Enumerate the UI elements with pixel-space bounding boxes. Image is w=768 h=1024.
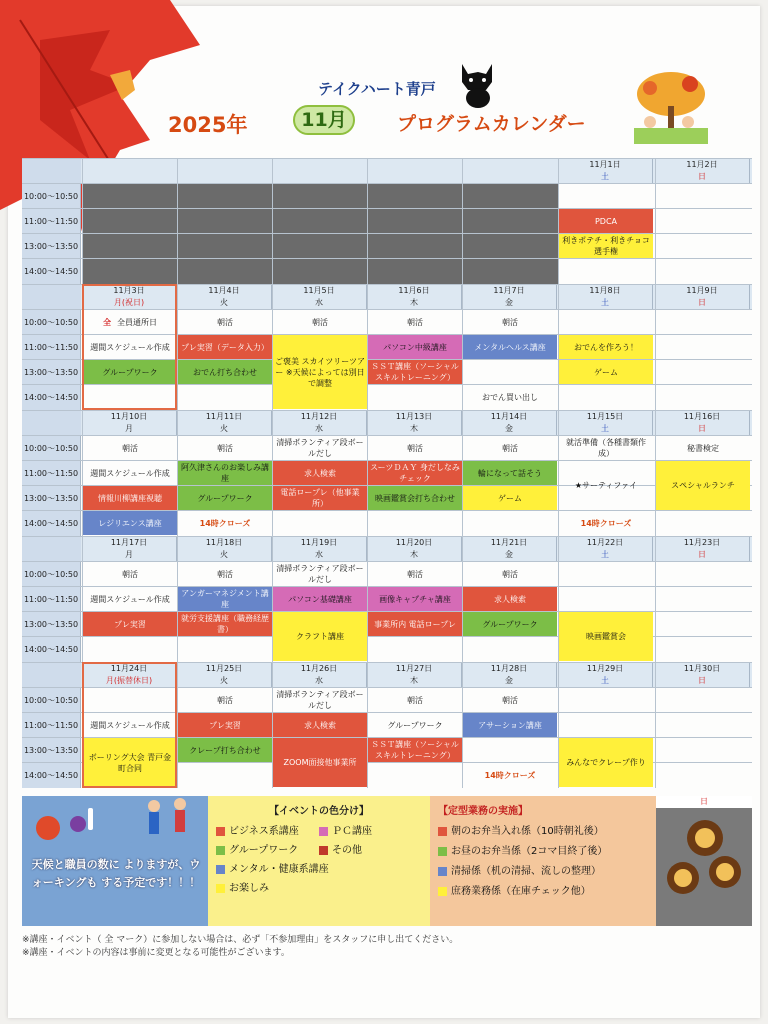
event-label: ボーリング大会 青戸金町合同 <box>88 752 172 773</box>
event-cell <box>463 713 557 737</box>
date-cell: 11月23日 <box>655 537 750 549</box>
event-cell <box>368 436 462 460</box>
event-label: おでん買い出し <box>482 392 538 402</box>
event-label: 輪になって話そう <box>478 468 542 478</box>
event-label: グループワーク <box>197 493 253 503</box>
weekday-cell: 土 <box>558 423 653 435</box>
date-cell: 11月4日 <box>177 285 272 297</box>
routine-title: 【定型業務の実施】 <box>438 806 528 817</box>
weekday-cell: 火 <box>177 297 272 309</box>
date-cell: 11月1日 <box>558 159 653 171</box>
event-cell <box>463 612 557 636</box>
footnotes <box>22 934 458 960</box>
event-cell <box>463 461 557 485</box>
weekday-cell: 日 <box>655 297 750 309</box>
event-cell <box>83 511 177 535</box>
date-cell: 11月25日 <box>177 663 272 675</box>
event-cell <box>368 612 462 636</box>
event-cell <box>368 587 462 611</box>
weekday-cell: 日 <box>655 675 750 687</box>
legend-item <box>216 880 319 897</box>
event-label: ＳＳＴ講座（ソーシャルスキルトレーニング） <box>371 362 459 382</box>
weekday-cell: 月(振替休日) <box>82 675 177 687</box>
legend-items <box>216 821 422 897</box>
routine-swatch-icon <box>438 887 447 896</box>
time-row <box>22 258 752 283</box>
event-label: パソコン基礎講座 <box>288 594 352 604</box>
calendar-title <box>165 105 615 141</box>
event-label: プレ実習（データ入力） <box>181 342 269 352</box>
date-header-row <box>22 410 752 435</box>
routine-label: 庶務業務係（在庫チェック他） <box>451 885 591 897</box>
weekday-cell: 木 <box>367 423 462 435</box>
time-label: 13:00～13:50 <box>22 234 81 259</box>
event-cell <box>83 461 177 485</box>
event-label: 秘書検定 <box>687 443 719 453</box>
event-cell <box>273 688 367 712</box>
date-cell: 11月2日 <box>655 159 750 171</box>
date-cell: 11月18日 <box>177 537 272 549</box>
event-cell <box>178 562 272 586</box>
date-header-row <box>22 536 752 561</box>
event-label: 利きポテチ・利きチョコ選手権 <box>562 236 650 256</box>
date-cell: 11月11日 <box>177 411 272 423</box>
corner-cell <box>22 663 81 688</box>
event-cell <box>178 612 272 636</box>
date-cell: 11月28日 <box>462 663 557 675</box>
event-cell <box>368 310 462 334</box>
event-label: クラフト講座 <box>296 632 344 641</box>
event-cell <box>83 486 177 510</box>
event-label: 映画鑑賞会 <box>586 632 626 641</box>
event-cell <box>178 486 272 510</box>
legend-item <box>319 842 422 859</box>
event-label: 電話ロープレ（他事業所） <box>280 488 360 508</box>
legend-label: お楽しみ <box>229 883 269 894</box>
event-label: おでんを作ろう！ <box>574 342 638 352</box>
weekday-cell: 木 <box>367 675 462 687</box>
footnote-2: ※講座・イベントの内容は事前に変更となる可能性がございます。 <box>22 948 290 958</box>
time-label: 14:00～14:50 <box>22 637 81 662</box>
weekday-cell: 金 <box>462 549 557 561</box>
legend-item <box>216 861 422 878</box>
event-cell <box>559 612 653 661</box>
event-label: 朝活 <box>122 443 138 453</box>
routine-items <box>438 821 648 901</box>
column-divider <box>82 158 83 284</box>
weekday-cell: 日 <box>655 549 750 561</box>
event-label: 週間スケジュール作成 <box>90 720 170 730</box>
weekday-cell: 月(祝日) <box>82 297 177 309</box>
weekday-cell: 木 <box>367 297 462 309</box>
event-cell <box>178 511 272 535</box>
date-cell: 11月16日 <box>655 411 750 423</box>
event-label: 朝活 <box>217 317 233 327</box>
event-cell <box>368 713 462 737</box>
title-year: 2025年 <box>168 113 248 137</box>
weekday-cell: 金 <box>462 675 557 687</box>
event-cell <box>273 738 367 787</box>
event-label: 阿久津さんのお楽しみ講座 <box>181 463 269 483</box>
event-label: 朝活 <box>407 317 423 327</box>
event-label: ゲーム <box>594 367 618 377</box>
event-cell <box>273 436 367 460</box>
week-block <box>22 158 752 284</box>
event-cell <box>368 461 462 485</box>
column-divider <box>177 158 178 284</box>
column-divider <box>367 158 368 284</box>
time-label: 10:00～10:50 <box>22 688 81 713</box>
time-label: 14:00～14:50 <box>22 763 81 788</box>
time-label: 13:00～13:50 <box>22 486 81 511</box>
legend-label: メンタル・健康系講座 <box>229 864 329 875</box>
event-cell <box>559 209 653 233</box>
event-label: 清掃ボランティア段ボールだし <box>276 564 364 584</box>
time-label: 11:00～11:50 <box>22 335 81 360</box>
weekday-cell: 火 <box>177 549 272 561</box>
event-label: 朝活 <box>122 569 138 579</box>
weekday-cell: 火 <box>177 675 272 687</box>
message-panel <box>22 796 208 926</box>
routine-item <box>438 841 648 861</box>
date-cell: 11月15日 <box>558 411 653 423</box>
legend-swatch-icon <box>216 846 225 855</box>
date-cell: 11月7日 <box>462 285 557 297</box>
weekday-cell: 土 <box>558 675 653 687</box>
event-label: グループワーク <box>102 367 158 377</box>
time-label: 11:00～11:50 <box>22 713 81 738</box>
event-label: 事業所内 電話ロープレ <box>374 619 456 629</box>
weekday-cell: 金 <box>462 297 557 309</box>
event-label: アサーション講座 <box>478 720 542 730</box>
event-cell <box>178 688 272 712</box>
date-cell: 11月10日 <box>82 411 177 423</box>
time-label: 10:00～10:50 <box>22 310 81 335</box>
event-label: 情報川柳講座視聴 <box>98 493 162 503</box>
event-label: 週間スケジュール作成 <box>90 468 170 478</box>
calendar-grid <box>22 158 752 792</box>
message-text: 天候と職員の数に よりますが、ウォーキングも する予定です！！！ <box>31 858 201 889</box>
event-cell <box>463 688 557 712</box>
legend-label: その他 <box>332 845 362 856</box>
event-cell <box>656 461 750 510</box>
time-label: 13:00～13:50 <box>22 360 81 385</box>
date-cell: 11月12日 <box>272 411 367 423</box>
legend-label: グループワーク <box>229 845 299 856</box>
weekday-cell: 水 <box>272 549 367 561</box>
event-label: 就労支援講座（職務経歴書） <box>181 614 269 634</box>
event-label: 求人検索 <box>494 594 526 604</box>
event-label: スペシャルランチ <box>671 481 735 490</box>
event-label: 朝活 <box>217 695 233 705</box>
event-cell <box>178 587 272 611</box>
event-cell <box>368 562 462 586</box>
event-cell <box>83 562 177 586</box>
event-cell <box>273 587 367 611</box>
weekday-cell: 木 <box>367 549 462 561</box>
week-block <box>22 662 752 788</box>
column-divider <box>655 158 656 284</box>
sun-and-bowling-icon <box>30 802 100 860</box>
event-label: 映画鑑賞会打ち合わせ <box>375 493 455 503</box>
event-label: ★サーティファイ <box>574 481 638 490</box>
time-label: 14:00～14:50 <box>22 511 81 536</box>
event-label: グループワーク <box>482 619 538 629</box>
event-label: 週間スケジュール作成 <box>90 594 170 604</box>
routine-item <box>438 821 648 841</box>
event-label: プレ実習 <box>114 619 146 629</box>
date-cell: 11月27日 <box>367 663 462 675</box>
event-label: 清掃ボランティア段ボールだし <box>276 690 364 710</box>
legend-title: 【イベントの色分け】 <box>269 806 369 817</box>
holiday-highlight <box>82 662 177 788</box>
event-label: プレ実習 <box>209 720 241 730</box>
routine-label: お昼のお弁当係（2コマ目終了後） <box>451 845 608 857</box>
event-cell <box>368 738 462 762</box>
event-label: スーツＤＡＹ 身だしなみチェック <box>370 463 460 483</box>
date-cell: 11月26日 <box>272 663 367 675</box>
title-month: 11月 <box>293 105 355 135</box>
event-label: 朝活 <box>407 443 423 453</box>
event-cell <box>368 360 462 384</box>
time-label: 13:00～13:50 <box>22 612 81 637</box>
time-label: 11:00～11:50 <box>22 209 81 234</box>
weekday-cell: 水 <box>272 423 367 435</box>
event-cell <box>559 738 653 787</box>
footnote-1: ※講座・イベント（ 全 マーク）に参加しない場合は、必ず「不参加理由」をスタッフに申し出てください。 <box>22 935 459 945</box>
event-cell <box>559 360 653 384</box>
corner-cell <box>22 159 81 184</box>
event-label: レジリエンス講座 <box>98 518 162 528</box>
event-label: 求人検索 <box>304 720 336 730</box>
date-cell: 11月30日 <box>655 663 750 675</box>
corner-cell <box>22 411 81 436</box>
legend-swatch-icon <box>216 827 225 836</box>
event-label: 週間スケジュール作成 <box>90 342 170 352</box>
event-cell <box>273 461 367 485</box>
chestnut-icon <box>659 814 749 914</box>
event-cell <box>178 713 272 737</box>
event-label: おでん打ち合わせ <box>193 367 257 377</box>
weekday-cell: 日 <box>655 171 750 183</box>
time-label: 10:00～10:50 <box>22 562 81 587</box>
event-label: 朝活 <box>312 317 328 327</box>
week-block <box>22 410 752 536</box>
event-cell <box>178 436 272 460</box>
event-cell <box>463 763 557 787</box>
event-cell <box>559 335 653 359</box>
event-cell <box>559 234 653 258</box>
time-label: 10:00～10:50 <box>22 184 81 209</box>
event-cell <box>273 335 367 409</box>
event-cell <box>83 587 177 611</box>
weekday-cell: 土 <box>558 171 653 183</box>
event-cell <box>559 436 653 460</box>
corner-cell <box>22 285 81 310</box>
event-label: パソコン中級講座 <box>383 342 447 352</box>
date-cell: 11月20日 <box>367 537 462 549</box>
routine-item <box>438 861 648 881</box>
organization-name: テイクハート青戸 <box>318 80 436 98</box>
routine-swatch-icon <box>438 847 447 856</box>
date-cell: 11月29日 <box>558 663 653 675</box>
event-label: 画像キャプチャ講座 <box>379 594 451 604</box>
event-label: メンタルヘルス講座 <box>474 342 546 352</box>
event-cell <box>273 310 367 334</box>
routine-duties-legend <box>430 796 656 926</box>
bowling-people-icon <box>134 796 204 852</box>
sunday-label: 日 <box>656 796 752 808</box>
legend-item <box>216 842 319 859</box>
legend-swatch-icon <box>216 865 225 874</box>
event-color-legend <box>208 796 430 926</box>
event-label: ゲーム <box>498 493 522 503</box>
routine-swatch-icon <box>438 827 447 836</box>
week-block <box>22 284 752 410</box>
event-label: アンガーマネジメント講座 <box>181 589 269 609</box>
weekday-cell: 金 <box>462 423 557 435</box>
event-cell <box>559 511 653 535</box>
event-cell <box>368 335 462 359</box>
event-cell <box>273 562 367 586</box>
event-cell <box>656 436 750 460</box>
weekday-cell: 月 <box>82 423 177 435</box>
date-cell: 11月22日 <box>558 537 653 549</box>
event-label: 14時クローズ <box>580 518 632 528</box>
time-label: 10:00～10:50 <box>22 436 81 461</box>
date-cell: 11月9日 <box>655 285 750 297</box>
event-label: 求人検索 <box>304 468 336 478</box>
black-cat-icon <box>456 60 500 110</box>
week-block <box>22 536 752 662</box>
holiday-highlight <box>82 284 177 410</box>
date-cell: 11月14日 <box>462 411 557 423</box>
event-label: 朝活 <box>502 569 518 579</box>
event-label: 朝活 <box>407 695 423 705</box>
legend-swatch-icon <box>319 846 328 855</box>
mandatory-mark: 全 <box>103 317 111 327</box>
column-divider <box>655 536 656 662</box>
event-cell <box>463 486 557 510</box>
date-cell: 11月3日 <box>82 285 177 297</box>
weekday-cell: 土 <box>558 297 653 309</box>
event-cell <box>83 436 177 460</box>
date-cell: 11月17日 <box>82 537 177 549</box>
date-cell: 11月8日 <box>558 285 653 297</box>
event-label: グループワーク <box>387 720 443 730</box>
time-label: 11:00～11:50 <box>22 587 81 612</box>
event-cell <box>559 461 653 510</box>
event-label: 清掃ボランティア段ボールだし <box>276 438 364 458</box>
legend-swatch-icon <box>216 884 225 893</box>
time-row <box>22 183 752 208</box>
event-label: 朝活 <box>502 317 518 327</box>
event-cell <box>463 310 557 334</box>
weekday-cell: 水 <box>272 675 367 687</box>
event-label: ＳＳＴ講座（ソーシャルスキルトレーニング） <box>371 740 459 760</box>
autumn-picnic-illustration-icon <box>630 70 712 150</box>
weekday-cell: 土 <box>558 549 653 561</box>
routine-label: 清掃係（机の清掃、流しの整理） <box>451 865 601 877</box>
date-cell: 11月5日 <box>272 285 367 297</box>
date-cell: 11月24日 <box>82 663 177 675</box>
event-cell <box>178 738 272 762</box>
event-label: 朝活 <box>217 569 233 579</box>
event-label: ZOOM面接他事業所 <box>283 758 357 767</box>
time-label: 14:00～14:50 <box>22 385 81 410</box>
event-label: 就活準備（各種書類作成） <box>566 438 646 458</box>
event-label: 14時クローズ <box>199 518 251 528</box>
weekday-cell: 月 <box>82 549 177 561</box>
event-cell <box>463 385 557 409</box>
event-label: みんなでクレープ作り <box>566 758 646 767</box>
column-divider <box>462 158 463 284</box>
event-label: PDCA <box>594 216 618 226</box>
column-divider <box>655 662 656 788</box>
column-divider <box>272 158 273 284</box>
event-label: 朝活 <box>502 695 518 705</box>
routine-label: 朝のお弁当入れ係（10時朝礼後） <box>451 825 604 837</box>
event-label: クレープ打ち合わせ <box>189 745 261 755</box>
event-label: ご褒美 スカイツリーツアー ※天候によっては別日で調整 <box>275 356 365 388</box>
event-cell <box>178 335 272 359</box>
event-cell <box>273 486 367 510</box>
weekday-cell: 日 <box>655 423 750 435</box>
legend-item <box>216 823 319 840</box>
time-label: 14:00～14:50 <box>22 259 81 284</box>
event-cell <box>273 612 367 661</box>
date-cell: 11月21日 <box>462 537 557 549</box>
event-cell <box>463 562 557 586</box>
event-cell <box>463 436 557 460</box>
event-cell <box>83 612 177 636</box>
date-header-row <box>22 158 752 183</box>
column-divider <box>655 284 656 410</box>
legend-item <box>319 823 422 840</box>
event-label: 朝活 <box>217 443 233 453</box>
legend-label: ビジネス系講座 <box>229 826 299 837</box>
date-cell: 11月6日 <box>367 285 462 297</box>
event-cell <box>178 461 272 485</box>
sunday-column-bottom <box>656 796 752 926</box>
date-cell: 11月19日 <box>272 537 367 549</box>
date-cell: 11月13日 <box>367 411 462 423</box>
legend-swatch-icon <box>319 827 328 836</box>
time-label: 13:00～13:50 <box>22 738 81 763</box>
weekday-cell: 水 <box>272 297 367 309</box>
legend-label: ＰＣ講座 <box>332 826 372 837</box>
event-label: 14時クローズ <box>484 770 536 780</box>
event-cell <box>368 486 462 510</box>
routine-swatch-icon <box>438 867 447 876</box>
event-label: 朝活 <box>502 443 518 453</box>
weekday-cell: 火 <box>177 423 272 435</box>
time-label: 11:00～11:50 <box>22 461 81 486</box>
event-cell <box>178 360 272 384</box>
event-cell <box>273 713 367 737</box>
routine-item <box>438 881 648 901</box>
event-label: 朝活 <box>407 569 423 579</box>
corner-cell <box>22 537 81 562</box>
event-label: 全員通所日 <box>117 317 157 327</box>
title-main: プログラムカレンダー <box>397 113 586 135</box>
event-cell <box>368 688 462 712</box>
event-cell <box>178 310 272 334</box>
event-cell <box>463 335 557 359</box>
event-cell <box>463 587 557 611</box>
